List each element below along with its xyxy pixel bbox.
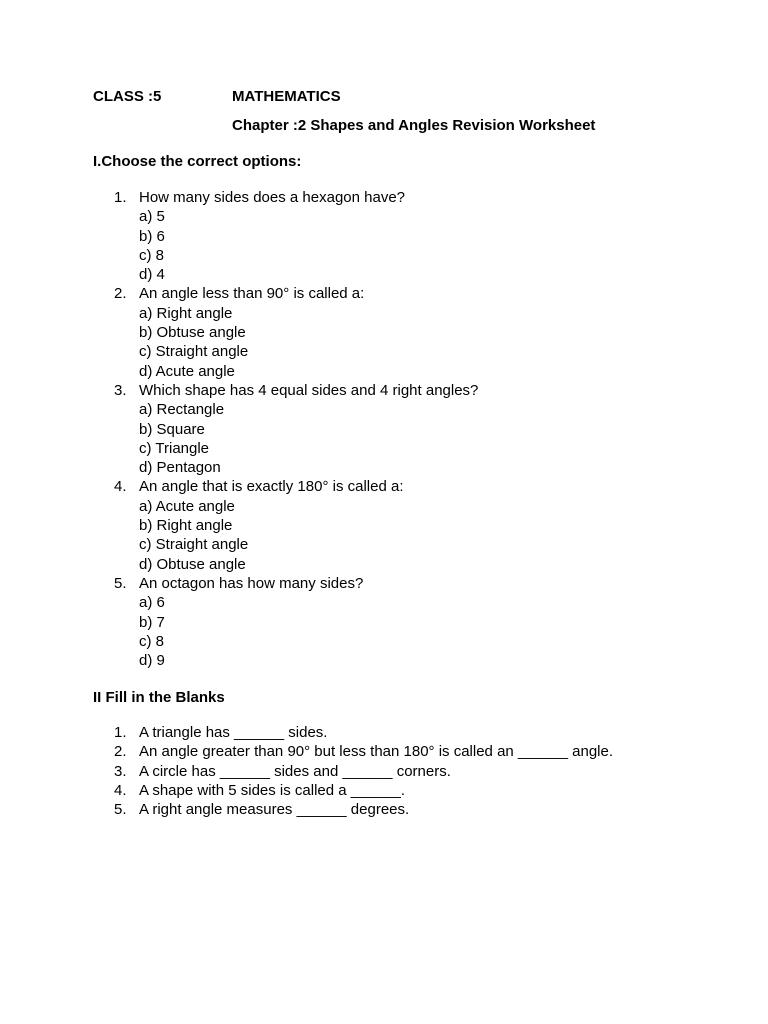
question-text: An angle that is exactly 180° is called a:	[139, 478, 404, 496]
option-text: d) 4	[139, 266, 165, 284]
question-text: An octagon has how many sides?	[139, 574, 364, 592]
option-text: c) 8	[139, 632, 165, 650]
question-row	[0, 574, 768, 593]
option-text: b) 7	[139, 613, 165, 631]
mcq-question-list	[0, 188, 768, 670]
question-number: 5.	[114, 574, 127, 592]
question-number: 4.	[114, 781, 127, 799]
option-text: c) 8	[139, 246, 165, 264]
option-row	[0, 400, 768, 419]
question-text: A shape with 5 sides is called a ______.	[139, 781, 406, 799]
section-heading-mcq: I.Choose the correct options:	[93, 153, 302, 170]
question-text: A triangle has ______ sides.	[139, 724, 328, 741]
option-text: a) Rectangle	[139, 401, 225, 419]
option-text: b) Obtuse angle	[139, 324, 246, 342]
subject-title: MATHEMATICS	[232, 88, 341, 105]
option-row	[0, 439, 768, 458]
question-text: An angle less than 90° is called a:	[139, 285, 365, 303]
option-text: d) Acute angle	[139, 362, 235, 380]
question-row	[0, 284, 768, 303]
option-row	[0, 632, 768, 651]
question-item	[0, 477, 768, 573]
option-row	[0, 535, 768, 554]
option-text: a) 5	[139, 208, 165, 226]
question-number: 2.	[114, 285, 127, 303]
question-row	[0, 762, 768, 781]
class-label: CLASS :5	[93, 88, 162, 105]
option-row	[0, 362, 768, 381]
option-row	[0, 613, 768, 632]
option-text: b) Square	[139, 420, 205, 438]
option-text: a) Acute angle	[139, 497, 235, 515]
question-item	[0, 574, 768, 670]
option-row	[0, 516, 768, 535]
question-row	[0, 742, 768, 761]
option-row	[0, 304, 768, 323]
question-row	[0, 800, 768, 819]
question-item	[0, 381, 768, 477]
question-text: A circle has ______ sides and ______ corners.	[139, 762, 451, 780]
option-text: c) Straight angle	[139, 343, 249, 361]
question-number: 2.	[114, 743, 127, 761]
question-row	[0, 188, 768, 207]
option-text: a) Right angle	[139, 304, 233, 322]
option-row	[0, 265, 768, 284]
fill-blanks-question-list	[0, 723, 768, 819]
option-row	[0, 420, 768, 439]
option-text: c) Straight angle	[139, 536, 249, 554]
option-row	[0, 497, 768, 516]
section-heading-fill-blanks: II Fill in the Blanks	[93, 689, 225, 706]
question-item	[0, 284, 768, 380]
question-text: An angle greater than 90° but less than 180° is called an ______ angle.	[139, 743, 614, 761]
question-number: 3.	[114, 762, 127, 780]
option-row	[0, 342, 768, 361]
question-number: 5.	[114, 801, 127, 819]
option-row	[0, 227, 768, 246]
question-row	[0, 381, 768, 400]
question-number: 1.	[114, 724, 127, 741]
option-row	[0, 207, 768, 226]
option-row	[0, 323, 768, 342]
question-text: A right angle measures ______ degrees.	[139, 801, 410, 819]
option-text: b) 6	[139, 227, 165, 245]
option-row	[0, 651, 768, 670]
question-item	[0, 188, 768, 284]
option-text: d) Pentagon	[139, 459, 221, 477]
question-row	[0, 781, 768, 800]
question-number: 4.	[114, 478, 127, 496]
question-number: 3.	[114, 381, 127, 399]
option-text: d) Obtuse angle	[139, 555, 246, 573]
option-row	[0, 555, 768, 574]
question-text: How many sides does a hexagon have?	[139, 189, 406, 206]
question-number: 1.	[114, 189, 127, 206]
option-row	[0, 593, 768, 612]
question-row	[0, 723, 768, 742]
option-row	[0, 458, 768, 477]
option-text: a) 6	[139, 594, 165, 612]
option-text: b) Right angle	[139, 517, 233, 535]
option-text: d) 9	[139, 652, 165, 670]
chapter-title: Chapter :2 Shapes and Angles Revision Worksheet	[232, 117, 596, 134]
question-text: Which shape has 4 equal sides and 4 right angles?	[139, 381, 479, 399]
option-text: c) Triangle	[139, 439, 210, 457]
question-row	[0, 477, 768, 496]
option-row	[0, 246, 768, 265]
